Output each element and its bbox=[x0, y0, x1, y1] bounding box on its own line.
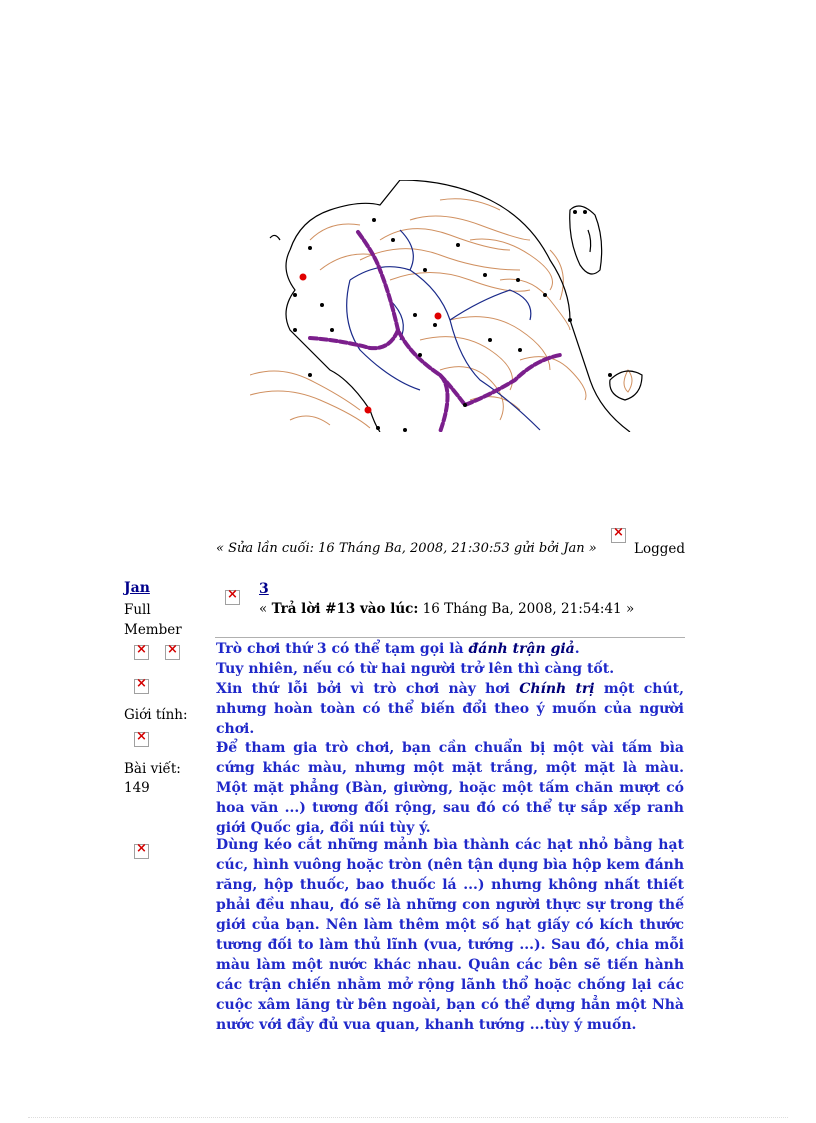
territory-map bbox=[250, 180, 650, 432]
hill-contours bbox=[250, 199, 632, 428]
paragraph-2: Tuy nhiên, nếu có từ hai người trở lên thì càng tốt. bbox=[216, 661, 615, 677]
gender-icon bbox=[134, 732, 149, 747]
post-body-paragraph-5: Dùng kéo cắt những mảnh bìa thành các hạt nhỏ bằng hạt cúc, hình vuông hoặc tròn (nên tận dụng bìa hộp kem đánh răng, hộp thuốc, bao thuốc lá ...) nhưng không nhất thiết phải đều nhau, đó sẽ là những con người thực sự trong thế giới của bạn. Nên làm thêm một số hạt giấy có kích thước tương đối to làm thủ lĩnh (vua, tướng ...). Sau đó, chia mỗi màu làm một nước khác nhau. Quân các bên sẽ tiến hành các trận chiến nhằm mở rộng lãnh thổ hoặc chống lại các cuộc xâm lăng từ bên ngoài, bạn có thể dựng hẳn một Nhà nước với đầy đủ vua quan, khanh tướng ...tùy ý muốn. bbox=[216, 837, 684, 1033]
reply-date: 16 Tháng Ba, 2008, 21:54:41 » bbox=[418, 601, 635, 617]
star-icon bbox=[134, 645, 149, 660]
post-number-link[interactable]: 3 bbox=[259, 581, 269, 597]
emphasis-text: đánh trận giả bbox=[468, 641, 575, 657]
post-divider bbox=[215, 637, 685, 638]
reply-prefix: « bbox=[259, 601, 272, 617]
post-body-paragraph-4: Để tham gia trò chơi, bạn cần chuẩn bị một vài tấm bìa cứng khác màu, nhưng một mặt trắng, một mặt là màu. Một mặt phẳng (Bàn, giường, hoặc một tấm chăn mượt có hoa văn ...) tương đối rộng, sau đó có thể tự sắp xếp ranh giới Quốc gia, đồi núi tùy ý. bbox=[216, 740, 684, 836]
post-body-intro bbox=[216, 639, 684, 739]
edit-note bbox=[216, 541, 597, 556]
posts-label: Bài viết: bbox=[124, 761, 181, 777]
logged-icon bbox=[611, 528, 626, 543]
avatar-icon bbox=[134, 679, 149, 694]
capital-cities bbox=[300, 274, 442, 414]
gender-label: Giới tính: bbox=[124, 707, 188, 723]
star-icon bbox=[165, 645, 180, 660]
edit-note-suffix: » bbox=[584, 541, 597, 556]
author-rank bbox=[124, 600, 182, 640]
footer-divider bbox=[28, 1117, 788, 1118]
paragraph-3: Xin thứ lỗi bởi vì trò chơi này hơi Chính trị một chút, nhưng hoàn toàn có thể biến đổi theo ý muốn của người chơi. bbox=[216, 681, 684, 737]
posts-count: 149 bbox=[124, 780, 150, 796]
author-name[interactable]: Jan bbox=[124, 580, 150, 596]
reply-label: Trả lời #13 vào lúc: bbox=[271, 601, 419, 617]
message-icon[interactable] bbox=[134, 844, 149, 859]
author-rank-line2: Member bbox=[124, 622, 182, 638]
cities bbox=[293, 210, 612, 432]
logged-label: Logged bbox=[634, 541, 686, 557]
edit-note-label: Sửa lần cuối: 16 Tháng Ba, 2008, 21:30:53 gửi bởi Jan bbox=[228, 541, 585, 556]
edit-note-prefix: « bbox=[216, 541, 229, 556]
reply-info bbox=[259, 601, 634, 617]
emphasis-text: Chính trị bbox=[519, 681, 595, 697]
post-icon bbox=[225, 590, 240, 605]
paragraph-1: Trò chơi thứ 3 có thể tạm gọi là đánh trận giả. bbox=[216, 641, 580, 657]
author-rank-line1: Full bbox=[124, 602, 151, 618]
